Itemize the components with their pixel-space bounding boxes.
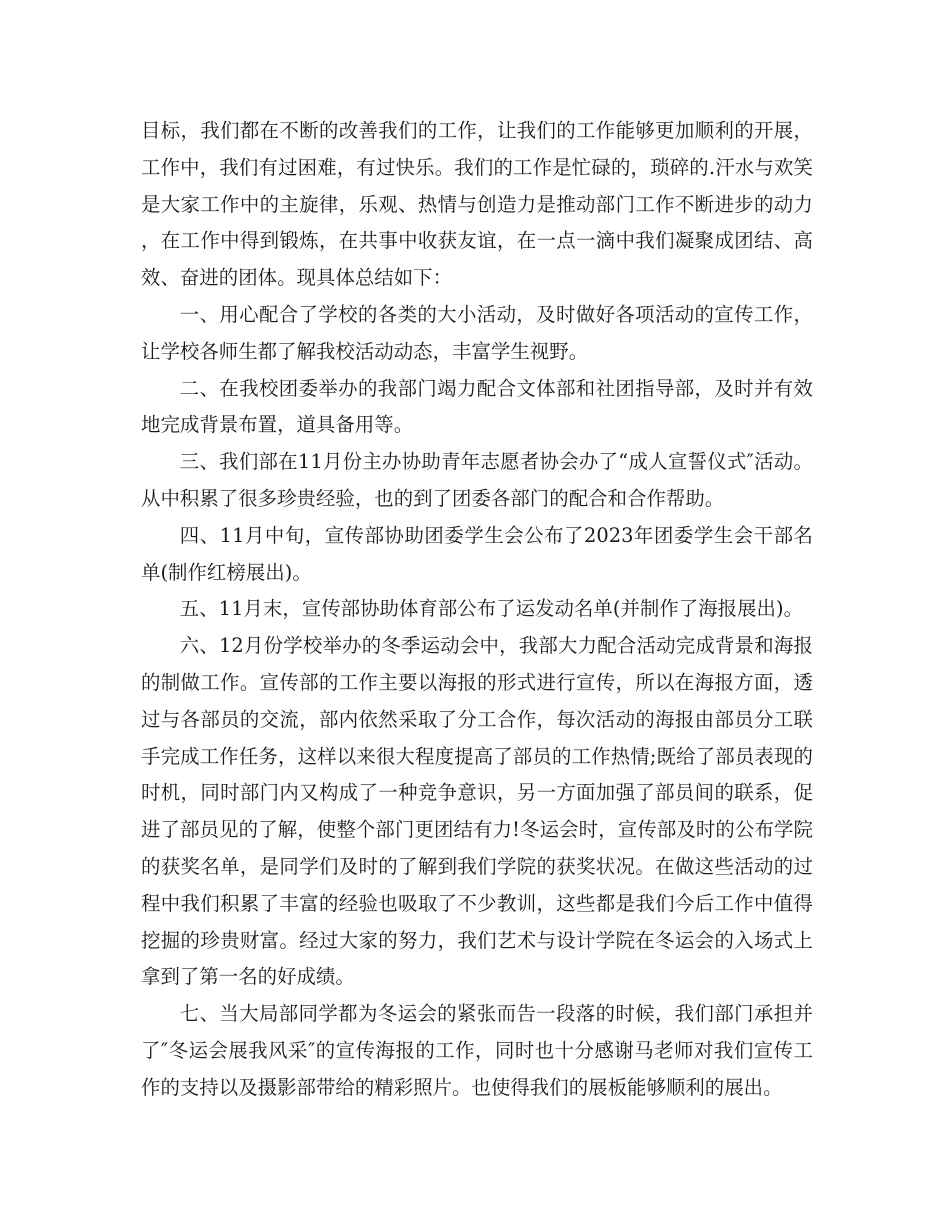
paragraph-item-3: 三、我们部在11月份主办协助青年志愿者协会办了“成人宣誓仪式″活动。从中积累了很多珍贵经验，也的到了团委各部门的配合和合作帮助。 — [141, 450, 813, 510]
document-body — [141, 113, 813, 1107]
paragraph-item-1: 一、用心配合了学校的各类的大小活动，及时做好各项活动的宣传工作，让学校各师生都了解我校活动动态，丰富学生视野。 — [141, 302, 813, 363]
paragraph-item-7: 七、当大局部同学都为冬运会的紧张而告一段落的时候，我们部门承担并了″冬运会展我风采″的宣传海报的工作，同时也十分感谢马老师对我们宣传工作的支持以及摄影部带给的精彩照片。也使得我们的展板能够顺利的展出。 — [141, 1002, 813, 1099]
paragraph-item-2: 二、在我校团委举办的我部门竭力配合文体部和社团指导部，及时并有效地完成背景布置，道具备用等。 — [141, 376, 813, 437]
paragraph-item-6: 六、12月份学校举办的冬季运动会中，我部大力配合活动完成背景和海报的制做工作。宣传部的工作主要以海报的形式进行宣传，所以在海报方面，透过与各部员的交流，部内依然采取了分工合作，每次活动的海报由部员分工联手完成工作任务，这样以来很大程度提高了部员的工作热情;既给了部员表现的时机，同时部门内又构成了一种竞争意识，另一方面加强了部员间的联系，促进了部员见的了解，使整个部门更团结有力!冬运会时，宣传部及时的公布学院的获奖名单，是同学们及时的了解到我们学院的获奖状况。在做这些活动的过程中我们积累了丰富的经验也吸取了不少教训，这些都是我们今后工作中值得挖掘的珍贵财富。经过大家的努力，我们艺术与设计学院在冬运会的入场式上拿到了第一名的好成绩。 — [141, 634, 813, 989]
paragraph-item-4: 四、11月中旬，宣传部协助团委学生会公布了2023年团委学生会干部名单(制作红榜展出)。 — [141, 523, 813, 584]
paragraph-intro: 目标，我们都在不断的改善我们的工作，让我们的工作能够更加顺利的开展，工作中，我们有过困难，有过快乐。我们的工作是忙碌的，琐碎的.汗水与欢笑是大家工作中的主旋律，乐观、热情与创造力是推动部门工作不断进步的动力，在工作中得到锻炼，在共事中收获友谊，在一点一滴中我们凝聚成团结、高效、奋进的团体。现具体总结如下： — [141, 119, 813, 290]
paragraph-item-5: 五、11月末，宣传部协助体育部公布了运发动名单(并制作了海报展出)。 — [179, 597, 804, 621]
